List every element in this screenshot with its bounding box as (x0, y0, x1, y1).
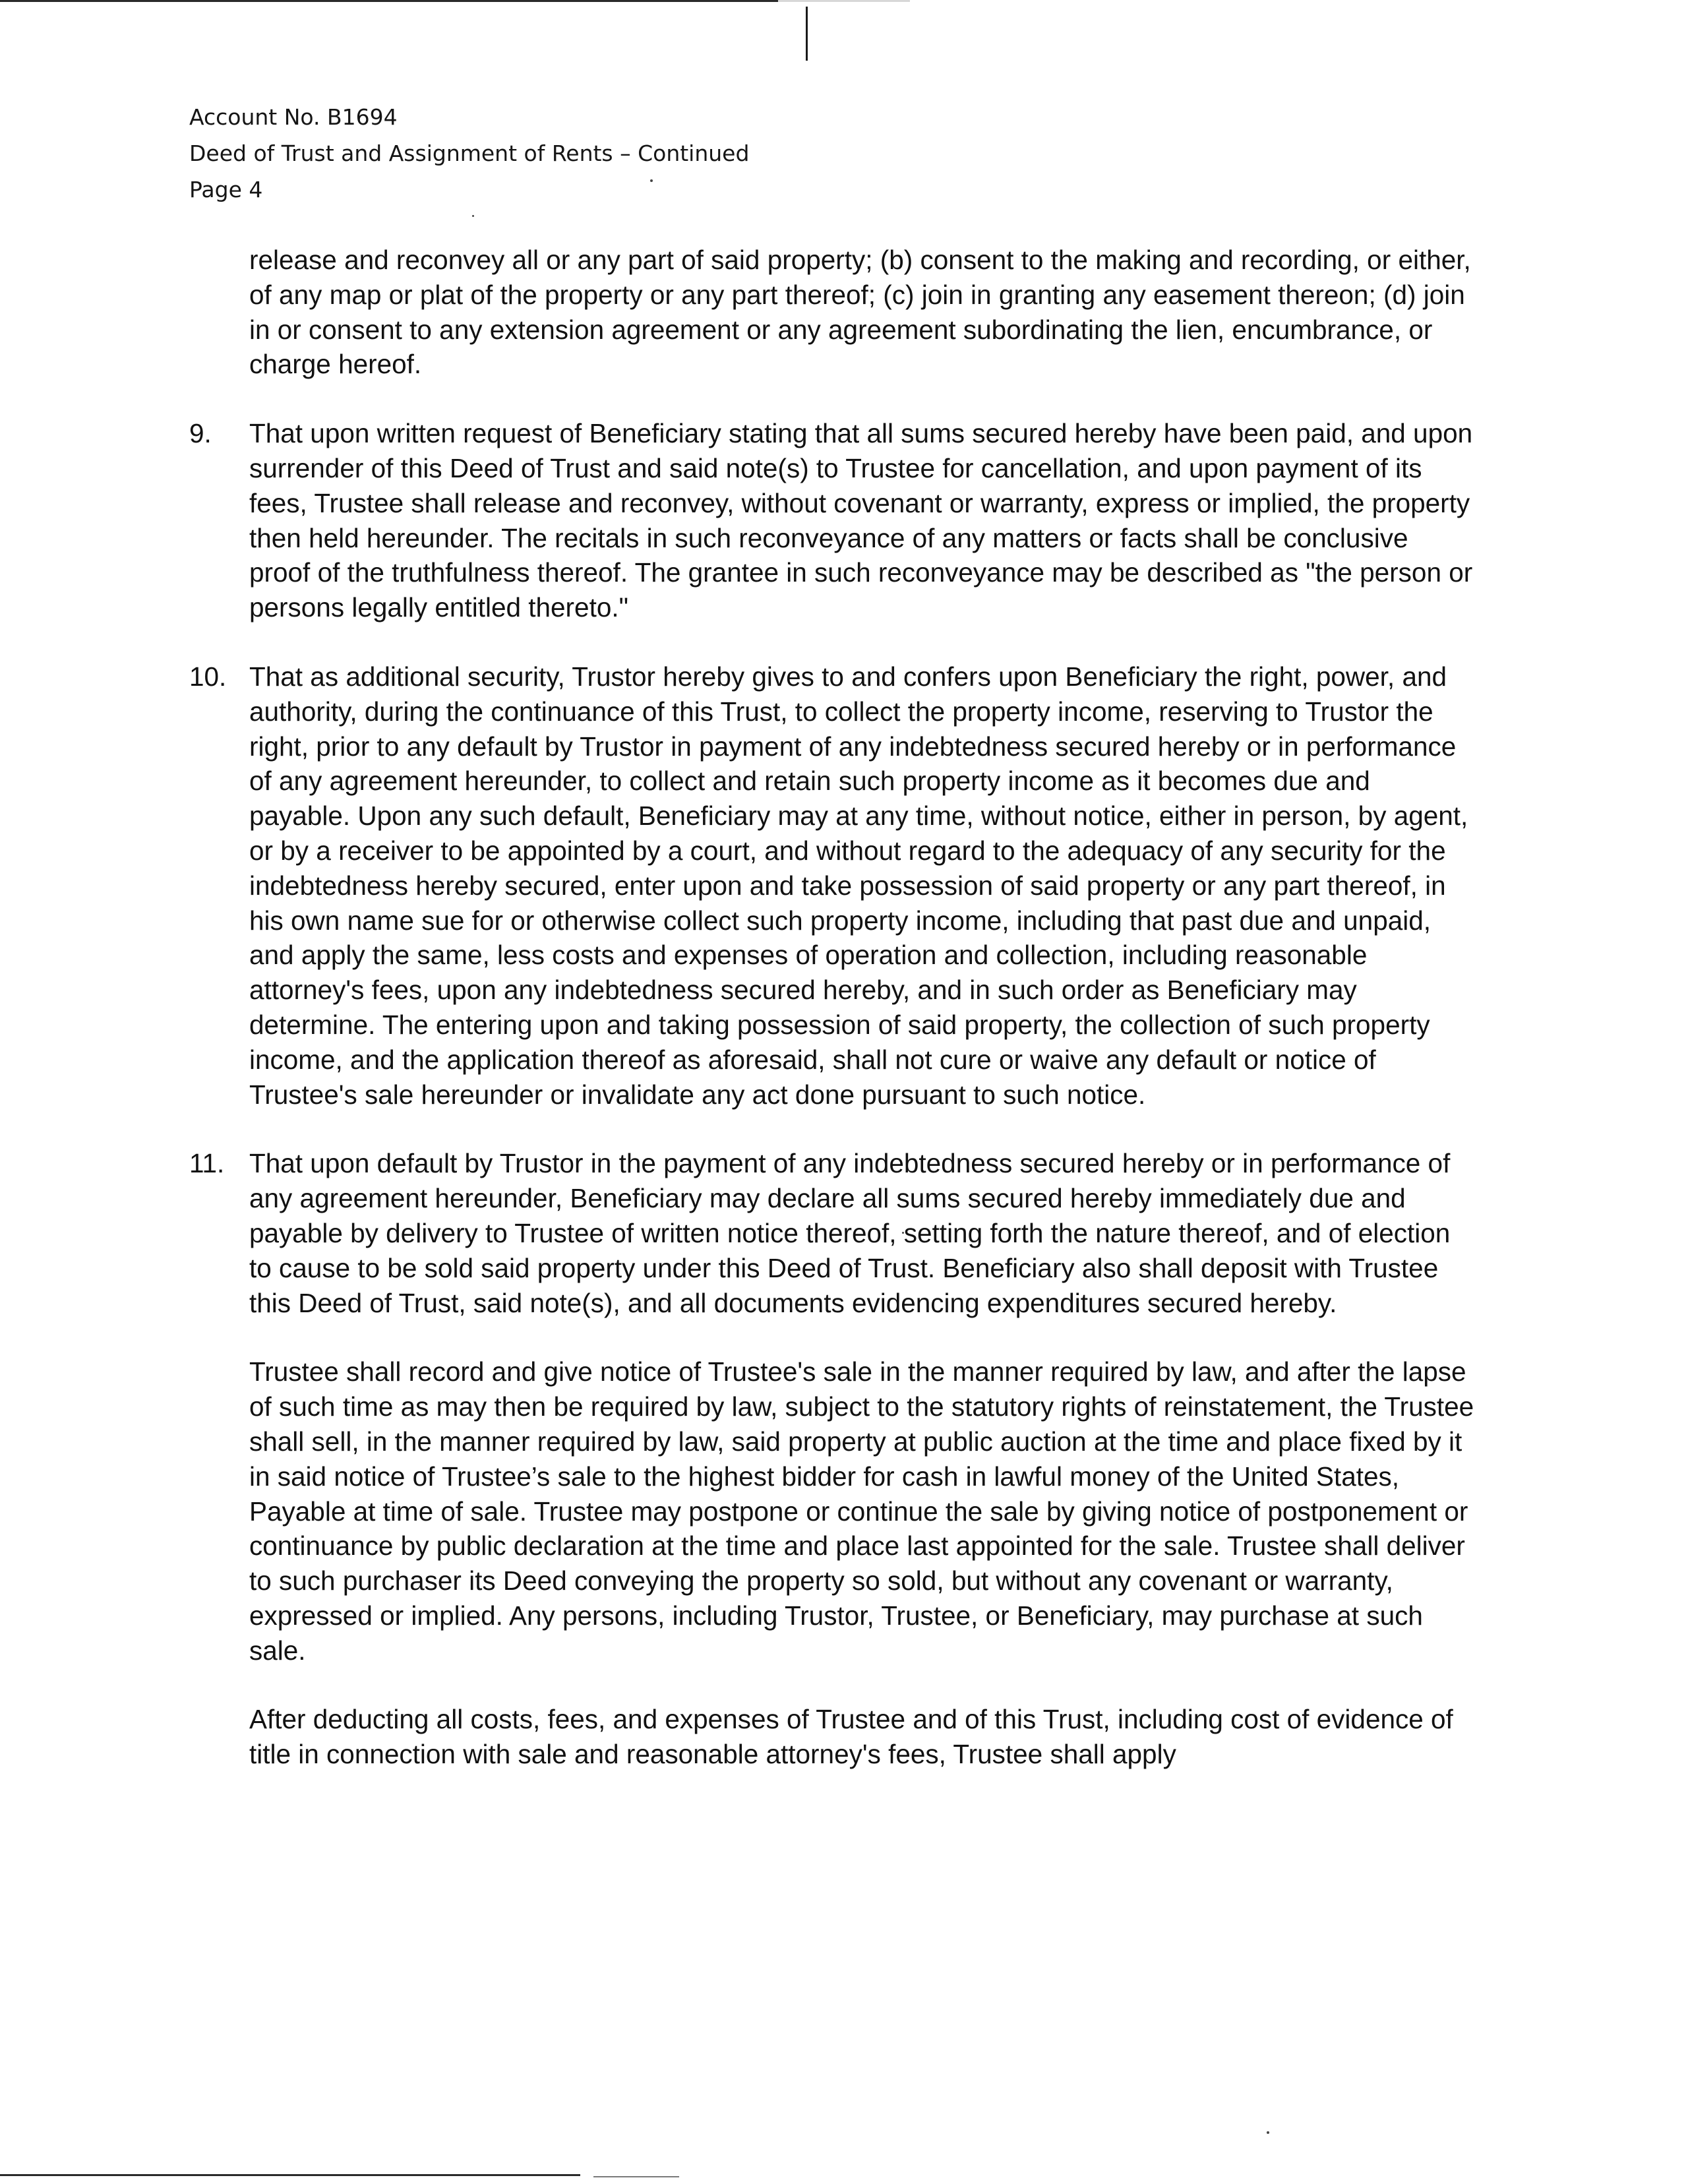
clause-number: 10. (189, 661, 227, 692)
account-number: Account No. B1694 (189, 104, 398, 130)
proceeds-paragraph (249, 1702, 1476, 1772)
document-title: Deed of Trust and Assignment of Rents – Continued (189, 140, 750, 166)
paragraph-text: Trustee shall record and give notice of Trustee's sale in the manner required by law, and after the lapse of such time as may then be required by law, subject to the statutory rights of reinstatement, the Trustee shall sell, in the manner required by law, said property at public auction at the time and place fixed by it in said notice of Trustee’s sale to the highest bidder for cash in lawful money of the United States, Payable at time of sale. Trustee may postpone or continue the sale by giving notice of postponement or continuance by public declaration at the time and place last appointed for the sale. Trustee shall deliver to such purchaser its Deed conveying the property so sold, but without any covenant or warranty, expressed or implied. Any persons, including Trustor, Trustee, or Beneficiary, may purchase at such sale. (249, 1356, 1474, 1666)
document-body (189, 243, 1476, 1806)
scan-bottom-edge (0, 2174, 580, 2176)
clause-number: 11. (189, 1148, 225, 1179)
paragraph-text: That as additional security, Trustor hereby gives to and confers upon Beneficiary the right, power, and authority, during the continuance of this Trust, to collect the property income, reserving to Trustor the right, prior to any default by Trustor in payment of any indebtedness secured hereby or in performance of any agreement hereunder, to collect and retain such property income as it becomes due and payable. Upon any such default, Beneficiary may at any time, without notice, either in person, by agent, or by a receiver to be appointed by a court, and without regard to the adequacy of any security for the indebtedness hereby secured, enter upon and take possession of said property or any part thereof, in his own name sue for or otherwise collect such property income, including that past due and unpaid, and apply the same, less costs and expenses of operation and collection, including reasonable attorney's fees, upon any indebtedness secured hereby, and in such order as Beneficiary may determine. The entering upon and taking possession of said property, the collection of such property income, and the application thereof as aforesaid, shall not cure or waive any default or notice of Trustee's sale hereunder or invalidate any act done pursuant to such notice. (249, 661, 1468, 1110)
clause-number: 9. (189, 418, 212, 449)
paragraph-text: release and reconvey all or any part of said property; (b) consent to the making and recording, or either, of any map or plat of the property or any part thereof; (c) join in granting any easement thereon; (d) join in or consent to any extension agreement or any agreement subordinating the lien, encumbrance, or charge hereof. (249, 245, 1471, 380)
paragraph-text: That upon written request of Beneficiary stating that all sums secured hereby have been paid, and upon surrender of this Deed of Trust and said note(s) to Trustee for cancellation, and upon payment of its fees, Trustee shall release and reconvey, without covenant or warranty, express or implied, the property then held hereunder. The recitals in such reconveyance of any matters or facts shall be conclusive proof of the truthfulness thereof. The grantee in such reconveyance may be described as "the person or persons legally entitled thereto." (249, 418, 1473, 623)
page-number: Page 4 (189, 177, 263, 202)
scan-fold-mark (806, 7, 808, 61)
clause-9 (189, 416, 1476, 625)
document-header (189, 99, 915, 208)
scan-speck (472, 215, 474, 217)
clause-10 (189, 659, 1476, 1112)
trustee-sale-paragraph (249, 1354, 1476, 1668)
paragraph-text: That upon default by Trustor in the payment of any indebtedness secured hereby or in performance of any agreement hereunder, Beneficiary may declare all sums secured hereby immediately due and payable by delivery to Trustee of written notice thereof, setting forth the nature thereof, and of election to cause to be sold said property under this Deed of Trust. Beneficiary also shall deposit with Trustee this Deed of Trust, said note(s), and all documents evidencing expenditures secured hereby. (249, 1148, 1451, 1318)
continued-paragraph (249, 243, 1476, 382)
scan-speck (1267, 2131, 1269, 2134)
scan-top-edge (0, 0, 778, 2)
clause-11 (189, 1146, 1476, 1320)
paragraph-text: After deducting all costs, fees, and expenses of Trustee and of this Trust, including cost of evidence of title in connection with sale and reasonable attorney's fees, Trustee shall apply (249, 1704, 1453, 1770)
scan-bottom-edge-faint (593, 2176, 679, 2177)
